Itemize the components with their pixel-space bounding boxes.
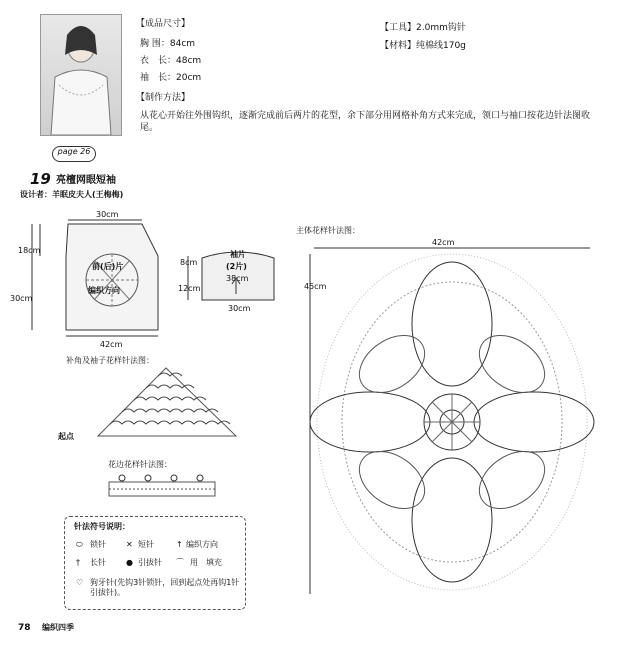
body-center-label: 前(后)片 xyxy=(92,262,124,271)
edge-chart xyxy=(108,472,218,500)
legend-title: 针法符号说明： xyxy=(74,522,130,531)
corner-chart xyxy=(90,362,240,442)
method-label: 【制作方法】 xyxy=(136,93,191,103)
legend-slip: 引拔针 xyxy=(138,558,162,567)
sleeve-height-bottom: 12cm xyxy=(178,284,201,293)
sleeve-label: 袖片 xyxy=(230,250,246,259)
legend-direction-icon: ↑ xyxy=(176,540,183,549)
body-schematic xyxy=(20,210,170,350)
designer: 设计者：羊眠皮夫人(王梅梅) xyxy=(20,190,124,199)
main-chart xyxy=(300,244,600,604)
method-text: 从花心开始往外围钩织，逐渐完成前后两片的花型，余下部分用网格补角方式来完成，领口与袖口按花边针法图收尾。 xyxy=(140,111,591,133)
specs-label: 【成品尺寸】 xyxy=(136,19,191,29)
legend-picot: 狗牙针(先钩3针锁针，回到起点处再钩1针引拔针)。 xyxy=(90,578,240,597)
edge-chart-title: 花边花样针法图： xyxy=(108,460,172,469)
sleeve-height-top: 8cm xyxy=(180,258,198,267)
legend-direction: 编织方向 xyxy=(186,540,218,549)
legend-double-icon: † xyxy=(76,558,80,567)
sleeve-cuff: 38cm xyxy=(226,274,249,283)
body-direction-label: 编织方向 xyxy=(88,286,120,295)
material: 【材料】纯棉线170g xyxy=(380,41,466,51)
legend-double: 长针 xyxy=(90,558,106,567)
main-chart-height: 45cm xyxy=(304,282,327,291)
legend-fill-icon: ⌒ xyxy=(176,558,184,567)
pattern-title: 亮檀网眼短袖 xyxy=(56,175,116,186)
body-side-total: 30cm xyxy=(10,294,33,303)
spec-sleeve: 袖 长：20cm xyxy=(140,73,202,83)
body-side-top: 18cm xyxy=(18,246,41,255)
legend-single-icon: ✕ xyxy=(126,540,133,549)
main-chart-title: 主体花样针法图： xyxy=(296,226,360,235)
book-name: 编织四季 xyxy=(42,623,74,632)
legend-slip-icon: ● xyxy=(126,558,133,567)
body-bottom-width: 42cm xyxy=(100,340,123,349)
legend-chain: 锁针 xyxy=(90,540,106,549)
legend-chain-icon: ⬭ xyxy=(76,540,83,549)
spec-chest: 胸 围：84cm xyxy=(140,39,196,49)
spec-length: 衣 长：48cm xyxy=(140,56,202,66)
corner-chart-title: 补角及袖子花样针法图： xyxy=(66,356,154,365)
corner-chart-start: 起点 xyxy=(58,432,74,441)
model-photo xyxy=(40,14,122,136)
legend-single: 短针 xyxy=(138,540,154,549)
page-number: 78 xyxy=(18,623,31,633)
sleeve-count: (2片) xyxy=(226,262,247,271)
tool: 【工具】2.0mm钩针 xyxy=(380,23,466,33)
page-badge: page 26 xyxy=(52,146,96,162)
legend-fill: 用 填充 xyxy=(190,558,222,567)
sleeve-width: 30cm xyxy=(228,304,251,313)
model-figure-icon xyxy=(41,15,121,135)
legend-picot-icon: ♡ xyxy=(76,578,84,587)
pattern-number: 19 xyxy=(30,170,51,188)
main-chart-width: 42cm xyxy=(432,238,455,247)
body-top-width: 30cm xyxy=(96,210,119,219)
